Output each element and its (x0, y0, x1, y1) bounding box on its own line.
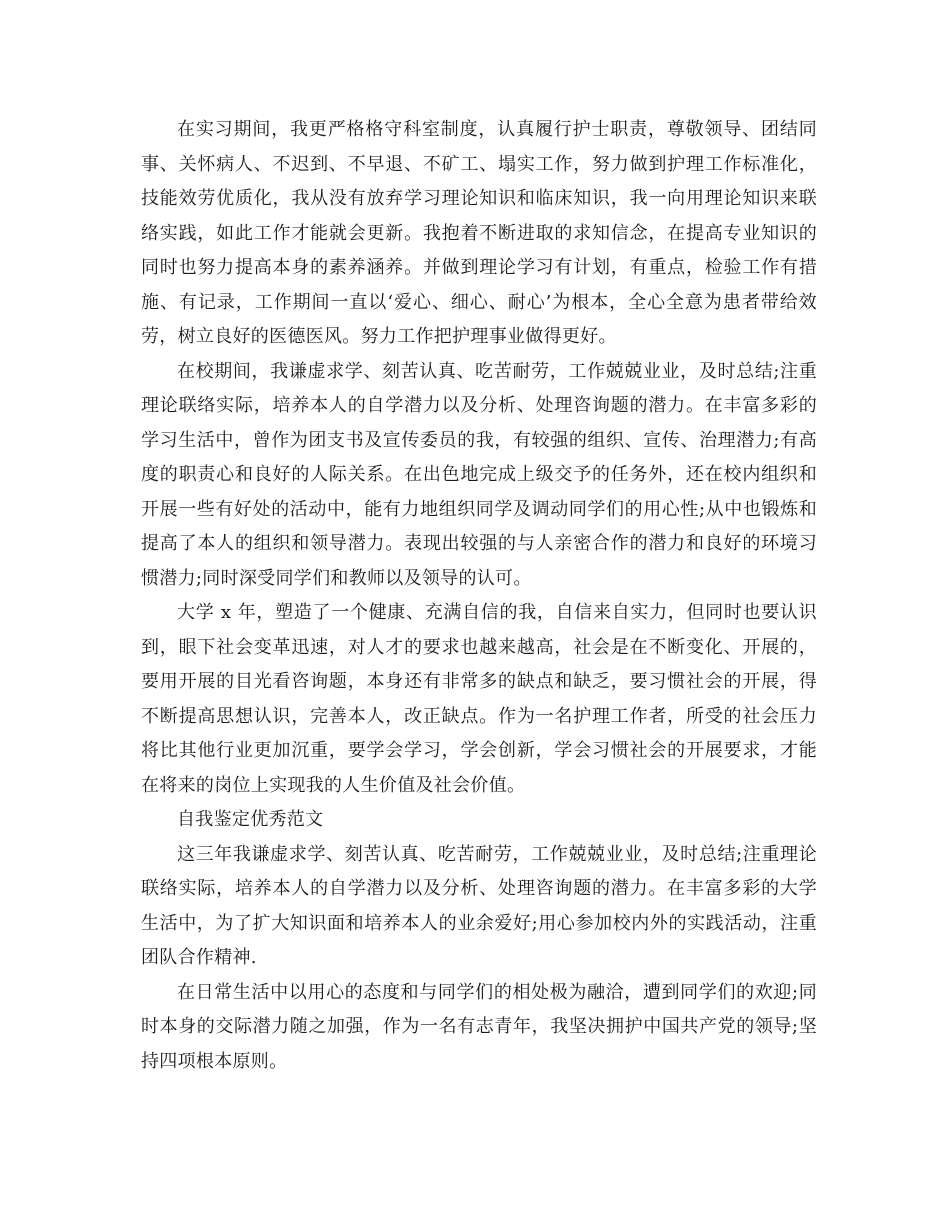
paragraph-school: 在校期间，我谦虚求学、刻苦认真、吃苦耐劳，工作兢兢业业，及时总结;注重理论联络实际，培养本人的自学潜力以及分析、处理咨询题的潜力。在丰富多彩的学习生活中，曾作为团支书及宣传委员的我，有较强的组织、宣传、治理潜力;有高度的职责心和良好的人际关系。在出色地完成上级交予的任务外，还在校内组织和开展一些有好处的活动中，能有力地组织同学及调动同学们的用心性;从中也锻炼和提高了本人的组织和领导潜力。表现出较强的与人亲密合作的潜力和良好的环境习惯潜力;同时深受同学们和教师以及领导的认可。 (141, 360, 817, 589)
paragraph-university: 大学 x 年，塑造了一个健康、充满自信的我，自信来自实力，但同时也要认识到，眼下社会变革迅速，对人才的要求也越来越高，社会是在不断变化、开展的，要用开展的目光看咨询题，本身还有非常多的缺点和缺乏，要习惯社会的开展，得不断提高思想认识，完善本人，改正缺点。作为一名护理工作者，所受的社会压力将比其他行业更加沉重，要学会学习，学会创新，学会习惯社会的开展要求，才能在将来的岗位上实现我的人生价值及社会价值。 (141, 602, 817, 796)
document-body (141, 113, 817, 1079)
section-heading: 自我鉴定优秀范文 (177, 809, 324, 830)
paragraph-three-years: 这三年我谦虚求学、刻苦认真、吃苦耐劳，工作兢兢业业，及时总结;注重理论联络实际，培养本人的自学潜力以及分析、处理咨询题的潜力。在丰富多彩的大学生活中，为了扩大知识面和培养本人的业余爱好;用心参加校内外的实践活动，注重团队合作精神. (141, 843, 817, 968)
paragraph-internship: 在实习期间，我更严格格守科室制度，认真履行护士职责，尊敬领导、团结同事、关怀病人、不迟到、不早退、不矿工、塌实工作，努力做到护理工作标准化，技能效劳优质化，我从没有放弃学习理论知识和临床知识，我一向用理论知识来联络实践，如此工作才能就会更新。我抱着不断进取的求知信念，在提高专业知识的同时也努力提高本身的素养涵养。并做到理论学习有计划，有重点，检验工作有措施、有记录，工作期间一直以‘爱心、细心、耐心’为根本，全心全意为患者带给效劳，树立良好的医德医风。努力工作把护理事业做得更好。 (141, 119, 817, 347)
paragraph-daily-life: 在日常生活中以用心的态度和与同学们的相处极为融洽，遭到同学们的欢迎;同时本身的交际潜力随之加强，作为一名有志青年，我坚决拥护中国共产党的领导;坚持四项根本原则。 (141, 981, 817, 1072)
